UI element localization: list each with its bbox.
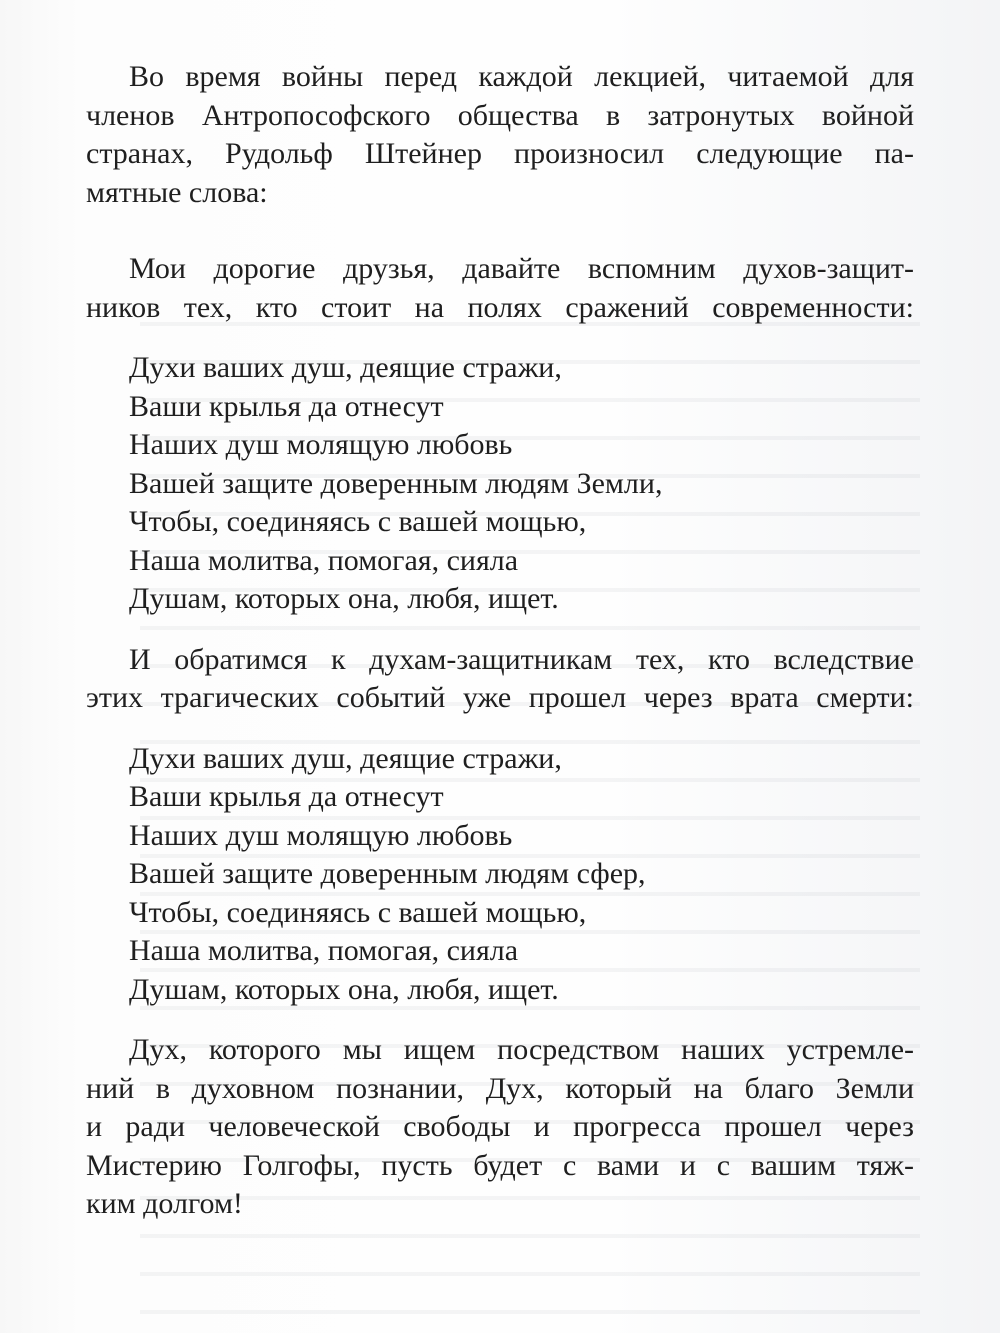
verse-line: Духи ваших душ, деящие стражи, (129, 741, 562, 775)
text-line: ким долгом! (86, 1187, 243, 1220)
verse-line: Вашей защите доверенным людям сфер, (129, 857, 646, 890)
verse-line: Душам, которых она, любя, ищет. (129, 972, 559, 1006)
text-line: И обратимся к духам-защитникам тех, кто вследствие (129, 642, 914, 676)
text-line: Мистерию Голгофы, пусть будет с вами и с вашим тяж- (86, 1148, 914, 1182)
text-line: Мои дорогие друзья, давайте вспомним духов-защит- (129, 252, 914, 285)
call-paragraph-1 (86, 250, 914, 327)
spacer (86, 619, 914, 641)
closing-paragraph (86, 1031, 914, 1224)
verse-line: Наших душ молящую любовь (129, 428, 513, 461)
verse-line: Наша молитва, помогая, сияла (129, 934, 519, 967)
verse-2 (86, 740, 914, 1010)
text-line: этих трагических событий уже прошел через врата смерти: (86, 681, 914, 714)
verse-line: Наша молитва, помогая, сияла (129, 543, 519, 577)
text-line: Дух, которого мы ищем посредством наших устремле- (129, 1033, 914, 1066)
verse-line: Духи ваших душ, деящие стражи, (129, 351, 562, 384)
verse-line: Вашей защите доверенным людям Земли, (129, 466, 663, 500)
intro-paragraph (86, 58, 914, 212)
call-paragraph-2 (86, 641, 914, 718)
text-line: Во время войны перед каждой лекцией, читаемой для (129, 60, 914, 93)
text-line: странах, Рудольф Штейнер произносил следующие па- (86, 137, 914, 170)
spacer (86, 718, 914, 740)
verse-line: Чтобы, соединяясь с вашей мощью, (129, 505, 587, 538)
verse-1 (86, 349, 914, 619)
spacer (86, 212, 914, 250)
page-text (86, 58, 914, 1224)
verse-line: Ваши крылья да отнесут (129, 389, 444, 423)
text-line: ников тех, кто стоит на полях сражений современности: (86, 290, 914, 324)
verse-line: Душам, которых она, любя, ищет. (129, 582, 559, 615)
verse-line: Ваши крылья да отнесут (129, 780, 444, 813)
text-line: членов Антропософского общества в затронутых войной (86, 98, 914, 132)
spacer (86, 327, 914, 349)
text-line: мятные слова: (86, 175, 268, 209)
verse-line: Чтобы, соединяясь с вашей мощью, (129, 895, 587, 929)
verse-line: Наших душ молящую любовь (129, 818, 513, 852)
text-line: ний в духовном познании, Дух, который на благо Земли (86, 1071, 914, 1105)
spacer (86, 1009, 914, 1031)
text-line: и ради человеческой свободы и прогресса прошел через (86, 1110, 914, 1143)
